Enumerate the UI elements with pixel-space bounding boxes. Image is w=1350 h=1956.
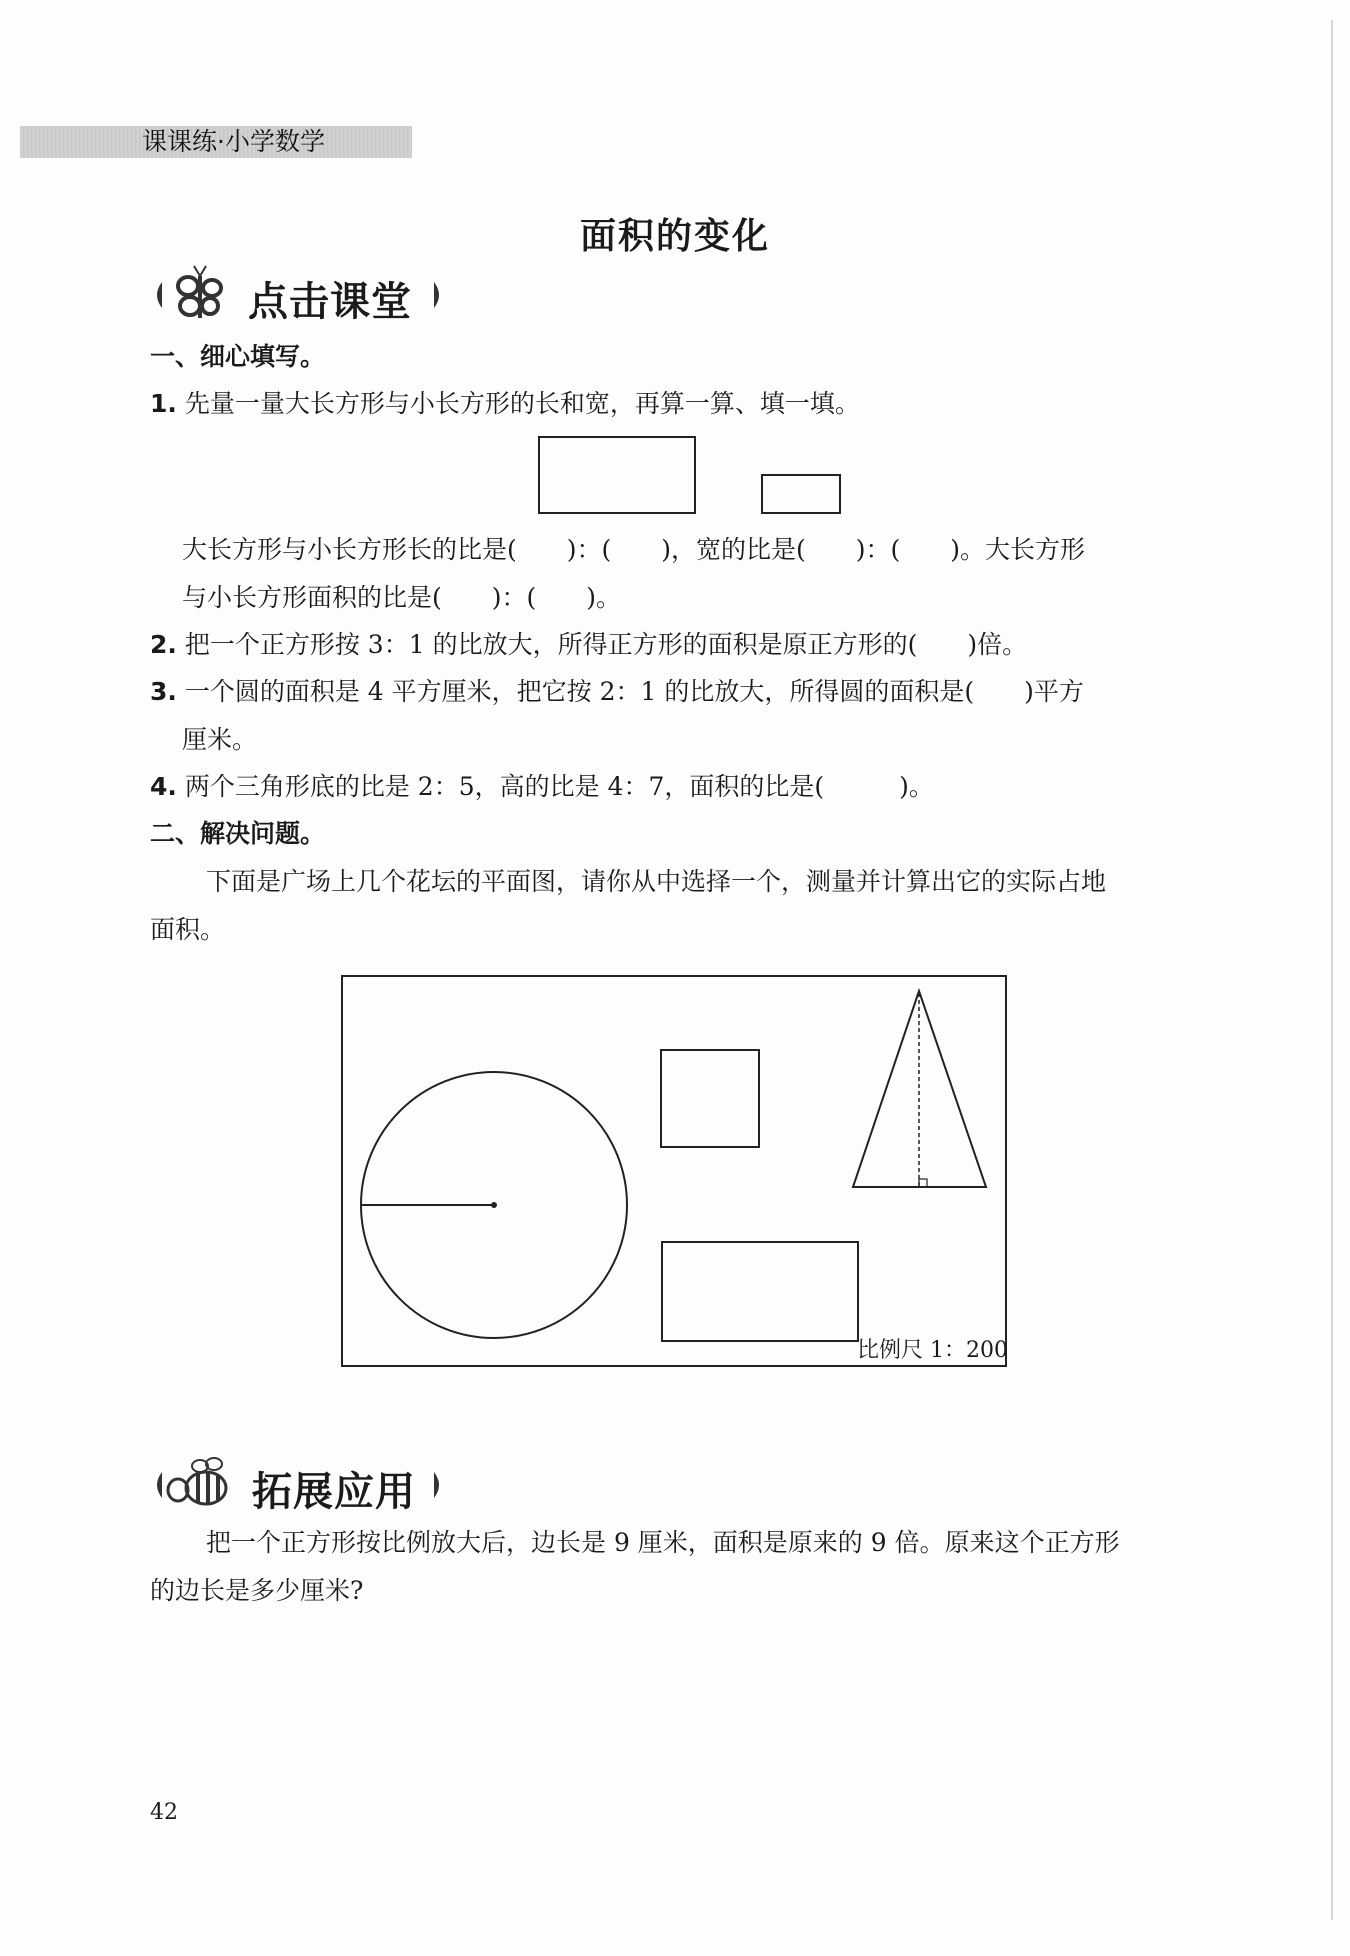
flower-bed-plan-figure bbox=[341, 975, 1007, 1367]
right-angle-mark bbox=[919, 1179, 927, 1187]
question-1-answer-line-2: 与小长方形面积的比是( )：( )。 bbox=[182, 583, 622, 612]
circle-center bbox=[491, 1202, 497, 1208]
extension-prompt-line-1: 把一个正方形按比例放大后，边长是 9 厘米，面积是原来的 9 倍。原来这个正方形 bbox=[206, 1528, 1120, 1557]
part2-prompt-line-2: 面积。 bbox=[150, 915, 226, 944]
question-4 bbox=[150, 767, 934, 807]
question-4-number: 4. bbox=[150, 772, 177, 801]
square-bed bbox=[661, 1050, 759, 1147]
butterfly-icon bbox=[178, 266, 221, 318]
flower-bed-plan bbox=[341, 975, 1007, 1367]
extension-prompt-line-2: 的边长是多少厘米? bbox=[150, 1576, 364, 1605]
page-number: 42 bbox=[150, 1800, 178, 1825]
section-banner-1 bbox=[148, 262, 448, 328]
small-rectangle bbox=[761, 474, 841, 514]
question-3-text-continued: 厘米。 bbox=[182, 725, 258, 754]
plan-border bbox=[342, 976, 1006, 1366]
question-2-text: 把一个正方形按 3：1 的比放大，所得正方形的面积是原正方形的( )倍。 bbox=[184, 630, 1028, 659]
question-2-number: 2. bbox=[150, 630, 177, 659]
section-banner-2-label: 拓展应用 bbox=[252, 1469, 416, 1515]
part2-heading: 二、解决问题。 bbox=[150, 819, 326, 848]
question-3-number: 3. bbox=[150, 677, 177, 706]
page-title: 面积的变化 bbox=[579, 216, 770, 257]
page-edge-rule bbox=[1331, 20, 1333, 1920]
question-1-answer-line-1: 大长方形与小长方形长的比是( )：( )，宽的比是( )：( )。大长方形 bbox=[182, 535, 1086, 564]
question-3 bbox=[150, 672, 1084, 712]
question-1 bbox=[150, 384, 860, 424]
question-2 bbox=[150, 625, 1027, 665]
question-4-text: 两个三角形底的比是 2：5，高的比是 4：7，面积的比是( )。 bbox=[184, 772, 934, 801]
header-title: 课课练·小学数学 bbox=[142, 127, 325, 156]
section-banner-2 bbox=[148, 1450, 448, 1516]
rectangle-bed bbox=[662, 1242, 858, 1341]
large-rectangle bbox=[538, 436, 696, 514]
part1-heading: 一、细心填写。 bbox=[150, 342, 326, 371]
scale-label: 比例尺 1：200 bbox=[857, 1338, 1008, 1363]
question-1-number: 1. bbox=[150, 389, 177, 418]
part2-prompt-line-1: 下面是广场上几个花坛的平面图，请你从中选择一个，测量并计算出它的实际占地 bbox=[206, 867, 1107, 896]
section-banner-1-label: 点击课堂 bbox=[248, 279, 412, 325]
question-3-text: 一个圆的面积是 4 平方厘米，把它按 2：1 的比放大，所得圆的面积是( )平方 bbox=[184, 677, 1084, 706]
bee-icon bbox=[168, 1458, 226, 1504]
question-1-text: 先量一量大长方形与小长方形的长和宽，再算一算、填一填。 bbox=[184, 389, 860, 418]
